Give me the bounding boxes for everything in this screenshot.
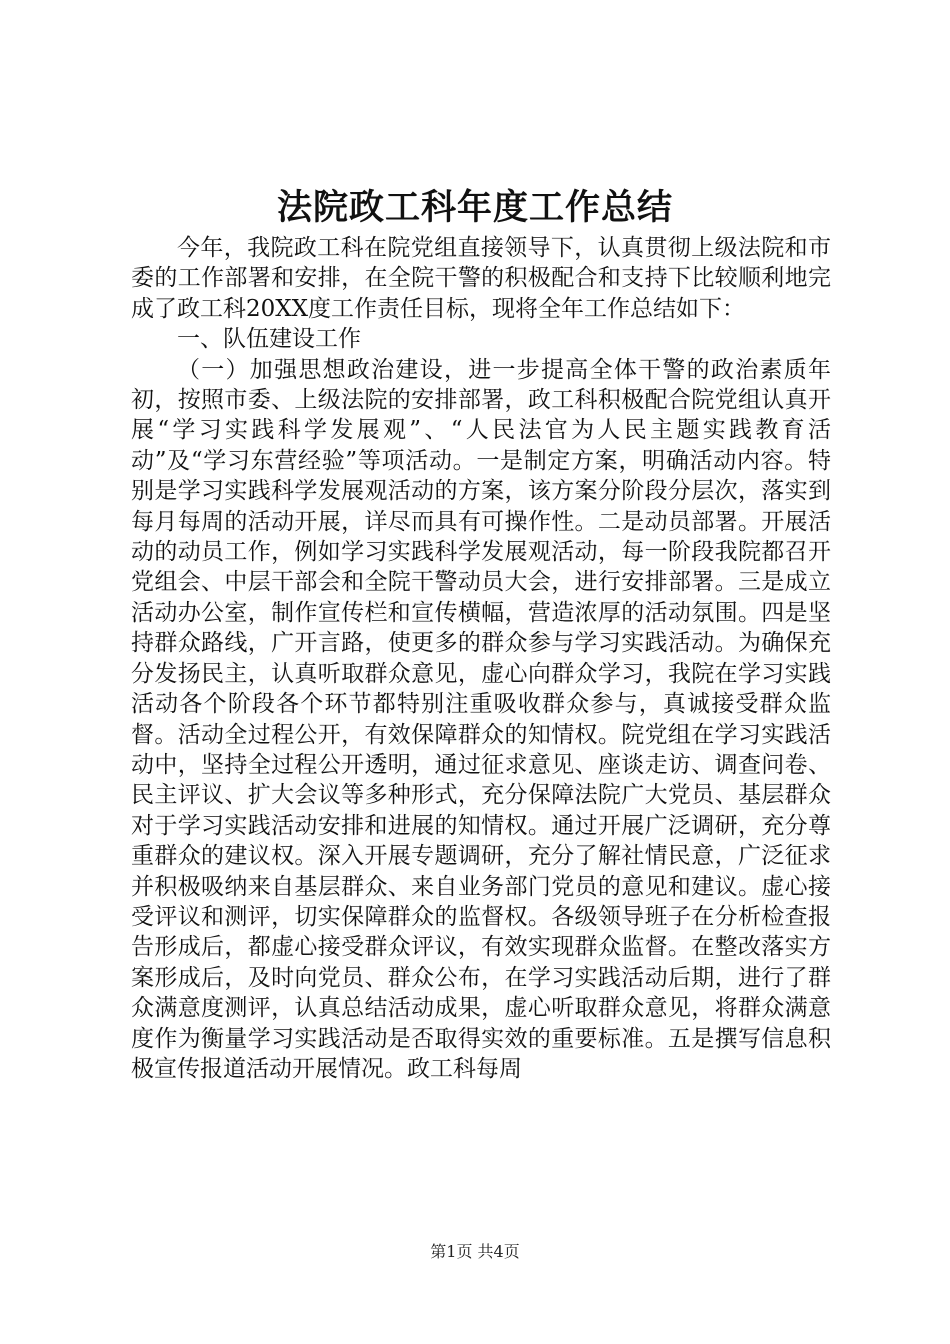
document-body bbox=[131, 233, 831, 1084]
intro-paragraph: 今年，我院政工科在院党组直接领导下，认真贯彻上级法院和市委的工作部署和安排，在全院干警的积极配合和支持下比较顺利地完成了政工科20XX度工作责任目标，现将全年工作总结如下： bbox=[131, 235, 831, 322]
page-number: 第1页 共4页 bbox=[430, 1242, 520, 1261]
section-heading: 一、队伍建设工作 bbox=[177, 326, 361, 353]
body-paragraph: （一）加强思想政治建设，进一步提高全体干警的政治素质年初，按照市委、上级法院的安排部署，政工科积极配合院党组认真开展“学习实践科学发展观”、“人民法官为人民主题实践教育活动”及“学习东营经验”等项活动。一是制定方案，明确活动内容。特别是学习实践科学发展观活动的方案，该方案分阶段分层次，落实到每月每周的活动开展，详尽而具有可操作性。二是动员部署。开展活动的动员工作，例如学习实践科学发展观活动，每一阶段我院都召开党组会、中层干部会和全院干警动员大会，进行安排部署。三是成立活动办公室，制作宣传栏和宣传横幅，营造浓厚的活动氛围。四是坚持群众路线，广开言路，使更多的群众参与学习实践活动。为确保充分发扬民主，认真听取群众意见，虚心向群众学习，我院在学习实践活动各个阶段各个环节都特别注重吸收群众参与，真诚接受群众监督。活动全过程公开，有效保障群众的知情权。院党组在学习实践活动中，坚持全过程公开透明，通过征求意见、座谈走访、调查问卷、民主评议、扩大会议等多种形式，充分保障法院广大党员、基层群众对于学习实践活动安排和进展的知情权。通过开展广泛调研，充分尊重群众的建议权。深入开展专题调研，充分了解社情民意，广泛征求并积极吸纳来自基层群众、来自业务部门党员的意见和建议。虚心接受评议和测评，切实保障群众的监督权。各级领导班子在分析检查报告形成后，都虚心接受群众评议，有效实现群众监督。在整改落实方案形成后，及时向党员、群众公布，在学习实践活动后期，进行了群众满意度测评，认真总结活动成果，虚心听取群众意见，将群众满意度作为衡量学习实践活动是否取得实效的重要标准。五是撰写信息积极宣传报道活动开展情况。政工科每周 bbox=[131, 356, 831, 1082]
document-title: 法院政工科年度工作总结 bbox=[276, 187, 673, 228]
